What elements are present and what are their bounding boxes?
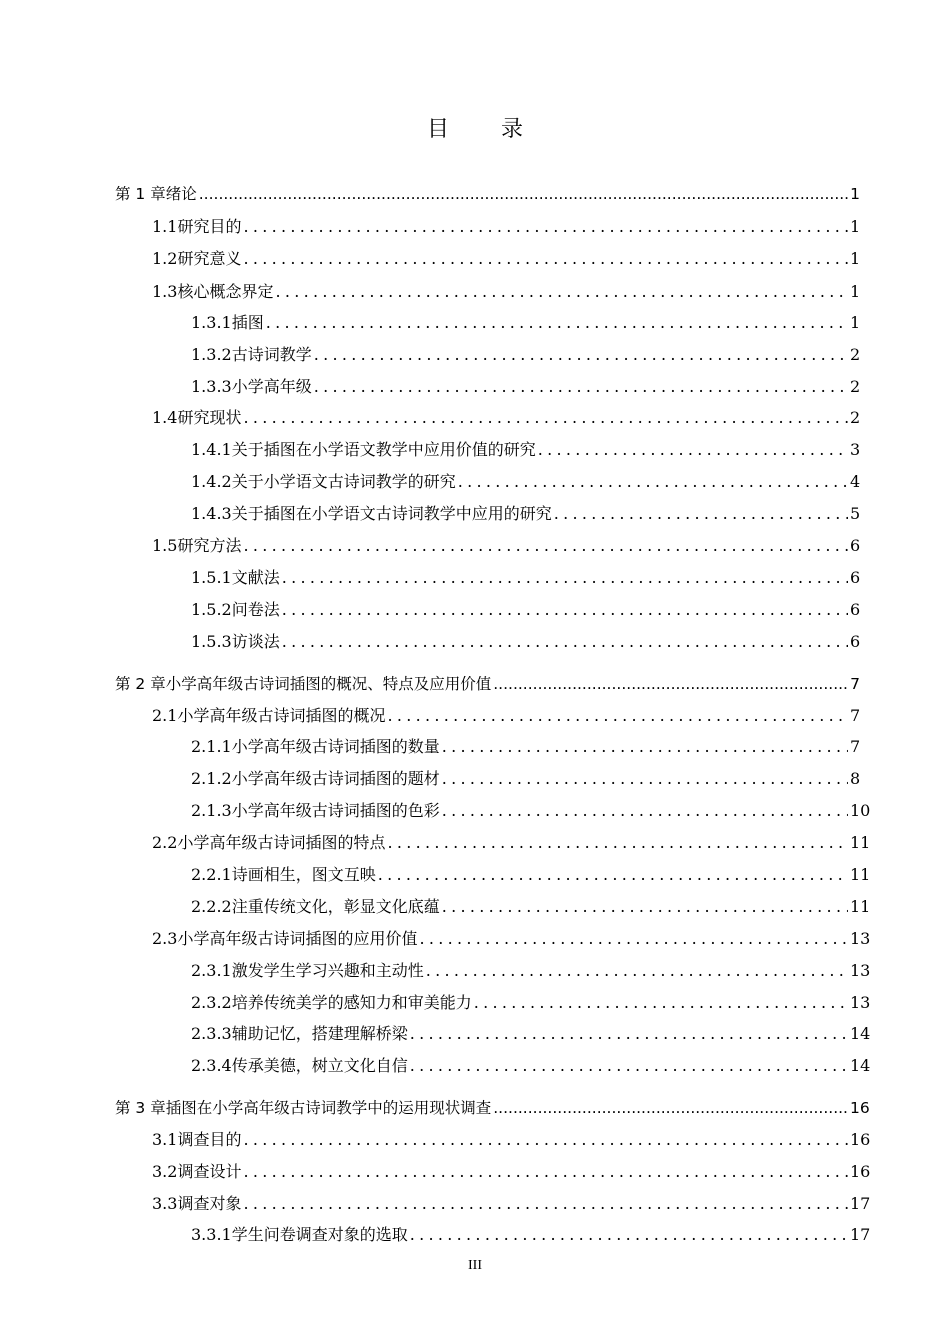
toc-entry-number: 1.5.1 <box>191 568 232 587</box>
toc-entry-number: 1.5 <box>152 536 178 555</box>
toc-entry-title: 小学高年级古诗词插图的题材 <box>231 769 440 788</box>
toc-entry-number: 2.2 <box>152 833 178 852</box>
toc-entry-number: 1.3.2 <box>191 345 232 364</box>
toc-subsection-entry[interactable] <box>191 1224 871 1246</box>
toc-dot-leader <box>442 896 848 918</box>
toc-entry-page: 8 <box>850 769 861 788</box>
toc-entry-page: 11 <box>850 833 871 852</box>
toc-entry-number: 1.5.2 <box>191 600 232 619</box>
toc-dot-leader <box>243 1193 848 1215</box>
toc-entry-page: 2 <box>850 408 861 427</box>
toc-section-entry[interactable] <box>152 407 860 429</box>
toc-entry-number: 2.2.1 <box>191 865 232 884</box>
toc-subsection-entry[interactable] <box>191 567 860 589</box>
toc-entry-title: 诗画相生，图文互映 <box>231 865 376 884</box>
toc-entry-page: 11 <box>850 897 871 916</box>
toc-entry-title: 学生问卷调查对象的选取 <box>231 1225 408 1244</box>
toc-entry-page: 1 <box>850 249 861 268</box>
toc-entry-page: 1 <box>850 282 861 301</box>
toc-entry-number: 2.3 <box>152 929 178 948</box>
toc-subsection-entry[interactable] <box>191 768 860 790</box>
toc-subsection-entry[interactable] <box>191 800 871 822</box>
toc-section-entry[interactable] <box>152 832 871 854</box>
toc-dot-leader <box>282 631 848 653</box>
toc-entry-title: 问卷法 <box>231 600 280 619</box>
toc-entry-title: 关于插图在小学语文古诗词教学中应用的研究 <box>231 504 552 523</box>
toc-dot-leader <box>474 992 848 1014</box>
toc-dot-leader <box>378 864 848 886</box>
toc-entry-number: 1.4 <box>152 408 178 427</box>
toc-section-entry[interactable] <box>152 248 860 270</box>
toc-section-entry[interactable] <box>152 705 860 727</box>
toc-entry-title: 核心概念界定 <box>177 282 274 301</box>
toc-entry-number: 1.4.2 <box>191 472 232 491</box>
toc-section-entry[interactable] <box>152 216 860 238</box>
toc-entry-number: 2.3.4 <box>191 1056 232 1075</box>
toc-dot-leader <box>493 673 848 695</box>
toc-entry-number: 3.3 <box>152 1194 178 1213</box>
toc-dot-leader <box>243 1161 848 1183</box>
toc-title-part2: 录 <box>501 117 524 142</box>
toc-section-entry[interactable] <box>152 1129 871 1151</box>
toc-subsection-entry[interactable] <box>191 896 871 918</box>
toc-entry-title: 关于小学语文古诗词教学的研究 <box>231 472 456 491</box>
toc-entry-number: 2.1 <box>152 706 178 725</box>
toc-entry-title: 小学高年级古诗词插图的数量 <box>231 737 440 756</box>
toc-entry-number: 2.1.2 <box>191 769 232 788</box>
toc-subsection-entry[interactable] <box>191 471 860 493</box>
toc-entry-title: 小学高年级古诗词插图的概况 <box>177 706 386 725</box>
toc-subsection-entry[interactable] <box>191 599 860 621</box>
toc-entry-number: 2.1.1 <box>191 737 232 756</box>
toc-section-entry[interactable] <box>152 928 871 950</box>
toc-entry-number: 2.3.3 <box>191 1024 232 1043</box>
toc-dot-leader <box>243 407 848 429</box>
toc-dot-leader <box>314 376 848 398</box>
toc-entry-title: 注重传统文化，彰显文化底蕴 <box>231 897 440 916</box>
toc-entry-number: 1.4.3 <box>191 504 232 523</box>
toc-entry-page: 3 <box>850 440 861 459</box>
toc-entry-page: 17 <box>850 1194 871 1213</box>
toc-entry-page: 14 <box>850 1024 871 1043</box>
toc-dot-leader <box>442 800 848 822</box>
toc-dot-leader <box>419 928 848 950</box>
toc-entry-number: 1.1 <box>152 217 178 236</box>
toc-entry-title: 辅助记忆，搭建理解桥梁 <box>231 1024 408 1043</box>
toc-dot-leader <box>442 736 848 758</box>
toc-entry-page: 16 <box>850 1162 871 1181</box>
toc-entry-number: 3.2 <box>152 1162 178 1181</box>
toc-subsection-entry[interactable] <box>191 736 860 758</box>
toc-section-entry[interactable] <box>152 281 860 303</box>
toc-entry-title: 研究现状 <box>177 408 242 427</box>
toc-dot-leader <box>410 1224 848 1246</box>
toc-entry-number: 2.3.1 <box>191 961 232 980</box>
toc-entry-number: 第 2 章 <box>115 675 166 693</box>
toc-dot-leader <box>282 567 848 589</box>
toc-entry-page: 2 <box>850 377 861 396</box>
toc-entry-page: 2 <box>850 345 861 364</box>
toc-dot-leader <box>199 183 848 205</box>
toc-entry-page: 4 <box>850 472 861 491</box>
toc-dot-leader <box>243 248 848 270</box>
toc-subsection-entry[interactable] <box>191 503 860 525</box>
toc-entry-number: 2.2.2 <box>191 897 232 916</box>
toc-entry-title: 小学高年级古诗词插图的特点 <box>177 833 386 852</box>
toc-title <box>0 112 950 143</box>
toc-entry-title: 研究方法 <box>177 536 242 555</box>
toc-entry-title: 研究目的 <box>177 217 242 236</box>
toc-subsection-entry[interactable] <box>191 312 860 334</box>
toc-entry-page: 6 <box>850 536 861 555</box>
toc-entry-title: 传承美德，树立文化自信 <box>231 1056 408 1075</box>
toc-chapter-entry[interactable] <box>115 1097 870 1119</box>
toc-dot-leader <box>275 281 848 303</box>
toc-entry-number: 2.3.2 <box>191 993 232 1012</box>
toc-section-entry[interactable] <box>152 1193 871 1215</box>
toc-subsection-entry[interactable] <box>191 864 871 886</box>
toc-entry-title: 调查目的 <box>177 1130 242 1149</box>
toc-dot-leader <box>243 535 848 557</box>
toc-entry-page: 16 <box>850 1099 870 1117</box>
toc-subsection-entry[interactable] <box>191 992 871 1014</box>
toc-subsection-entry[interactable] <box>191 439 860 461</box>
toc-subsection-entry[interactable] <box>191 344 860 366</box>
toc-entry-title: 研究意义 <box>177 249 242 268</box>
toc-subsection-entry[interactable] <box>191 960 871 982</box>
toc-entry-title: 绪论 <box>165 185 197 203</box>
toc-entry-title: 小学高年级 <box>231 377 312 396</box>
toc-dot-leader <box>493 1097 848 1119</box>
toc-dot-leader <box>426 960 848 982</box>
toc-entry-number: 2.1.3 <box>191 801 232 820</box>
toc-entry-title: 调查设计 <box>177 1162 242 1181</box>
toc-entry-page: 10 <box>850 801 871 820</box>
toc-entry-title: 访谈法 <box>231 632 280 651</box>
toc-subsection-entry[interactable] <box>191 1055 871 1077</box>
toc-dot-leader <box>410 1023 848 1045</box>
page-number: III <box>468 1258 482 1273</box>
toc-entry-page: 7 <box>850 737 861 756</box>
toc-entry-number: 第 1 章 <box>115 185 166 203</box>
toc-entry-page: 11 <box>850 865 871 884</box>
toc-dot-leader <box>243 1129 848 1151</box>
toc-dot-leader <box>442 768 848 790</box>
toc-entry-title: 文献法 <box>231 568 280 587</box>
toc-dot-leader <box>458 471 848 493</box>
toc-entry-title: 插图在小学高年级古诗词教学中的运用现状调查 <box>165 1099 492 1117</box>
toc-section-entry[interactable] <box>152 535 860 557</box>
toc-entry-page: 13 <box>850 993 871 1012</box>
toc-entry-number: 第 3 章 <box>115 1099 166 1117</box>
toc-dot-leader <box>243 216 848 238</box>
toc-dot-leader <box>410 1055 848 1077</box>
toc-entry-title: 激发学生学习兴趣和主动性 <box>231 961 424 980</box>
toc-entry-title: 关于插图在小学语文教学中应用价值的研究 <box>231 440 536 459</box>
toc-entry-page: 6 <box>850 600 861 619</box>
toc-entry-title: 古诗词教学 <box>231 345 312 364</box>
toc-entry-title: 小学高年级古诗词插图的应用价值 <box>177 929 418 948</box>
toc-dot-leader <box>387 832 848 854</box>
toc-section-entry[interactable] <box>152 1161 871 1183</box>
toc-entry-number: 3.3.1 <box>191 1225 232 1244</box>
toc-entry-page: 16 <box>850 1130 871 1149</box>
toc-dot-leader <box>538 439 848 461</box>
toc-subsection-entry[interactable] <box>191 376 860 398</box>
toc-dot-leader <box>282 599 848 621</box>
toc-entry-page: 13 <box>850 929 871 948</box>
toc-entry-page: 14 <box>850 1056 871 1075</box>
toc-title-part1: 目 <box>426 117 449 142</box>
toc-entry-number: 1.3.3 <box>191 377 232 396</box>
toc-entry-number: 1.3.1 <box>191 313 232 332</box>
toc-entry-number: 3.1 <box>152 1130 178 1149</box>
toc-dot-leader <box>387 705 848 727</box>
toc-entry-page: 6 <box>850 632 861 651</box>
toc-entry-page: 7 <box>850 706 861 725</box>
toc-entry-page: 1 <box>850 313 861 332</box>
toc-subsection-entry[interactable] <box>191 1023 871 1045</box>
toc-subsection-entry[interactable] <box>191 631 860 653</box>
toc-entry-number: 1.2 <box>152 249 178 268</box>
toc-entry-number: 1.5.3 <box>191 632 232 651</box>
toc-dot-leader <box>314 344 848 366</box>
toc-entry-number: 1.3 <box>152 282 178 301</box>
toc-entry-title: 小学高年级古诗词插图的色彩 <box>231 801 440 820</box>
toc-entry-page: 7 <box>850 675 860 693</box>
toc-entry-title: 培养传统美学的感知力和审美能力 <box>231 993 472 1012</box>
toc-dot-leader <box>266 312 848 334</box>
toc-entry-number: 1.4.1 <box>191 440 232 459</box>
toc-entry-title: 调查对象 <box>177 1194 242 1213</box>
toc-entry-page: 5 <box>850 504 861 523</box>
toc-entry-page: 1 <box>850 185 860 203</box>
toc-entry-page: 13 <box>850 961 871 980</box>
toc-entry-page: 17 <box>850 1225 871 1244</box>
toc-entry-page: 6 <box>850 568 861 587</box>
toc-chapter-entry[interactable] <box>115 673 860 695</box>
toc-dot-leader <box>554 503 848 525</box>
toc-entry-page: 1 <box>850 217 861 236</box>
toc-entry-title: 插图 <box>231 313 264 332</box>
toc-chapter-entry[interactable] <box>115 183 860 205</box>
toc-entry-title: 小学高年级古诗词插图的概况、特点及应用价值 <box>165 675 492 693</box>
